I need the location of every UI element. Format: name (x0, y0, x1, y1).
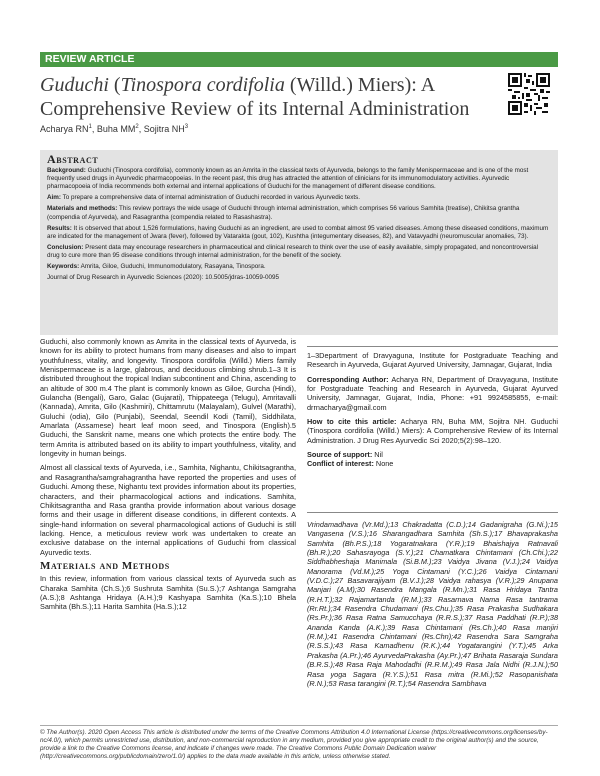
body-left-column (40, 337, 296, 617)
affiliation-top-rule (307, 346, 558, 347)
license-footer: © The Author(s). 2020 Open Access This article is distributed under the terms of the Creative Commons Attribution 4.0 International License (https://creativecommons.org/licenses/by-nc/4.0/), which permits unrestricted use, distribution, and non-commercial reproduction in any medium, provided you give appropriate credit to the original author(s) and the source, provide a link to the Creative Commons license, and indicate if changes were made. The Creative Commons Public Domain Dedication waiver (http://creativecommons.org/publicdomain/zero/1.0/) applies to the data made available in this article, unless otherwise stated. (40, 725, 558, 761)
abstract-conclusion: Conclusion: Present data may encourage researchers in pharmaceutical and clinical research to think over the use of easily available, simply propagated, and noncontroversial drug to cure more than 95 disease conditions through internal administration, for the benefit of the society. (47, 243, 539, 259)
methods-paragraph: In this review, information from various classical texts of Ayurveda such as Charaka Samhita (Ch.S.);6 Sushruta Samhita (Su.S.);7 Ashtanga Samgraha (A.S.);8 Ashtanga Hridaya (A.H.);9 Kashyapa Samhita (Ka.S.);10 Bhela Samhita (Bh.S.);11 Harita Samhita (Ha.S.);12 (40, 574, 296, 612)
author-list (40, 124, 188, 134)
title-open-paren: ( (108, 74, 121, 96)
article-title (40, 73, 495, 121)
intro-paragraph-1: Guduchi, also commonly known as Amrita in the classical texts of Ayurveda, is known for its ability to protect humans from many diseases and also to impart youthfulness, vitality, and longevity. Tinospora cordifolia (Willd.) Miers family Menispermaceae is a large, glabrous, and deciduous climbing shrub.1–3 It is distributed throughout the tropical Indian subcontinent and China, ascending to an altitude of 300 m.4 The plant is commonly known as Giloe, Gurcha (Hindi), Gulancha (Bengali), Garo, Galac (Gujarati), Thippateega (Telugu), Amritavalli (Kannada), Amrita, Gilo (Kashmiri), Chittamrutu (Malayalam), Gulvel (Marathi), Guluchi (odia), Gilo (Punjabi), Seendal, Seendil Kodi (Tamil), Siddhilata, Amarlata (Assamese) heart leaf moon seed, and Tinospora (English).5 Guduchi, the Sanskrit name, means one which protects the entire body. The term Amrita is attributed based on its ability to impart youthfulness, vitality, and longevity in human beings. (40, 337, 296, 459)
abstract-keywords: Keywords: Amrita, Giloe, Guduchi, Immunomodulatory, Rasayana, Tinospora. (47, 263, 266, 271)
affiliation: 1–3Department of Dravyaguna, Institute for Postgraduate Teaching and Research in Ayurveda, Gujarat Ayurved University, Jamnagar, Gujarat, India (307, 351, 558, 370)
author-3: Sojitra $NH^3$ (143, 124, 189, 134)
author-2: Buha $MM^2$, (96, 124, 144, 134)
how-to-cite: How to cite this article: Acharya RN, Buha MM, Sojitra NH. Guduchi (Tinospora cordifolia (Willd.) Miers): A Comprehensive Review of its Internal Administration. J Drug Res Ayurvedic Sci 2020;5(2):98–120. (307, 417, 559, 445)
title-line2: Comprehensive Review of its Internal Administration (40, 98, 470, 120)
qr-code-icon[interactable] (508, 73, 550, 115)
abstract-results: Results: It is observed that about 1,526 formulations, having Guduchi as an ingredient, are used to combat almost 95 varied diseases. Among these diseased conditions, maximum are indicated for the management of Jwara (fever), followed by Vatarakta (gout, 102), Kushtha (integumentary diseases, 82), and Vatavyadhi (neuromuscular anomalies, 73). (47, 224, 549, 240)
abstract-aim: Aim: To prepare a comprehensive data of internal administration of Guduchi recorded in various Ayurvedic texts. (47, 194, 361, 202)
author-1: Acharya $RN^1$, (40, 124, 97, 134)
corresponding-author: Corresponding Author: Acharya RN, Department of Dravyaguna, Institute for Postgraduate Teaching and Research in Ayurveda, Gujarat Ayurved University, Jamnagar, Gujarat, India, Phone: +91 9924585855, e-mail: drrnacharya@gmail.com (307, 374, 559, 412)
abstract-background: Background: Guduchi (Tinospora cordifolia), commonly known as an Amrita in the classical texts of Ayurveda, belongs to the family Menispermaceae and is one of the most frequently used drugs in Ayurvedic pharmacopoeias. In the recent past, this drug has attracted the attention of clinicians for its immunomodulatory activities. Ayurvedic pharmacopoeia of India recommends both external and internal applications of Guduchi for the management of different disease conditions. (47, 167, 529, 191)
body-right-column (307, 520, 558, 693)
abstract-box (40, 150, 558, 335)
source-of-support: Source of support: Nil (307, 450, 383, 460)
title-italic-species: Tinospora cordifolia (120, 74, 285, 96)
affiliation-bottom-rule (307, 512, 558, 513)
intro-paragraph-2: Almost all classical texts of Ayurveda, i.e., Samhita, Nighantu, Chikitsagrantha, and Rasagrantha/samgrahagrantha have reported the properties and uses of Guduchi. Among these, Nighantu text provides information about its properties, characters, and their pharmacological actions and indications. Samhita, Chikitsagrantha and Rasa grantha provide information about various dosage forms and their usage in different disease conditions, in different contexts. A single-hand information on several pharmacological actions of Guduchi is still lacking. Hence, a meticulous review work was undertaken to create an exclusive database on the internal applications of Guduchi from classical Ayurvedic texts. (40, 463, 296, 557)
abstract-heading: Abstract (47, 152, 99, 166)
conflict-of-interest: Conflict of interest: None (307, 459, 394, 469)
body-right-info (307, 351, 558, 469)
methods-heading: Materials and Methods (40, 559, 170, 572)
texts-list-paragraph: Vrindamadhava (Vr.Md.);13 Chakradatta (C.D.);14 Gadanigraha (G.Ni.);15 Vangasena (V.S.);16 Sharangadhara Samhita (Sh.S.);17 Bhavaprakasha Samhita (Bh.P.S.);18 Yogaratnakara (Y.R.);19 Bhaishajya Ratnavali (Bh.R.);20 Sahasrayoga (S.Y.);21 Chamatkara Chintamani (Ch.Chi.);22 Siddhabheshaja Manimala (Si.B.M.);23 Vaidya Jivana (V.J.);24 Vaidya Manorama (Vd.M.);25 Yoga Cintamani (Y.C.);26 Vaidya Cintamani (V.D.C.);27 Basavarajiyam (B.V.J.);28 Vaidya rahasya (V.R.);29 Anupana Manjari (A.M);30 Rasendra Mangala (R.Mn.);31 Rasa Hridaya Tantra (R.H.T.);32 Rajamartanda (R.M.);33 Rasarnava Nama Rasa tantrama (Rr.Rt.);34 Rasendra Chudamani (Rs.Chu.);35 Rasa Prakasha Sudhakara (Rs.Pr.);36 Rasa Ratna Samucchaya (R.R.S.);37 Rasa Paddhati (R.P.);38 Ananda Kanda (A.K.);39 Rasa Chintamani (Rs.Ch.);40 Rasa manjiri (R.M.);41 Rasendra Chintamani (Rs.Chn);42 Rasendra Sara Samgraha (R.S.S.);43 Rasa Kamadhenu (R.K.);44 Yogatarangini (Y.T.);45 Arka Prakasha (A.Pr.);46 AyurvedaPrakasha (Ay.Pr.);47 Brihata Rasaraja Sundara (B.R.S.);48 Rasa Raja Mahodadhi (R.R.M.);49 Rasa Jala Nidhi (R.J.N.);50 Rasa yoga Sagara (R.Y.S.);51 Rasa mitra (R.Mi.);52 Rasopanishata (R.N.);53 Rasa tarangini (R.T.);54 Rasendra Sambhava (307, 520, 558, 688)
journal-citation: Journal of Drug Research in Ayurvedic Sciences (2020): 10.5005/jdras-10059-0095 (47, 274, 279, 282)
abstract-methods: Materials and methods: This review portrays the wide usage of Guduchi through internal administration, which comprises 56 various Samhita (treatise), Chikitsa grantha (compendia of Ayurveda), and Rasagrantha (compendia related to Rasashastra). (47, 205, 520, 221)
article-type-banner: REVIEW ARTICLE (40, 52, 558, 67)
title-italic-guduchi: Guduchi (40, 74, 109, 96)
title-line1-rest: (Willd.) Miers): A (284, 74, 436, 96)
